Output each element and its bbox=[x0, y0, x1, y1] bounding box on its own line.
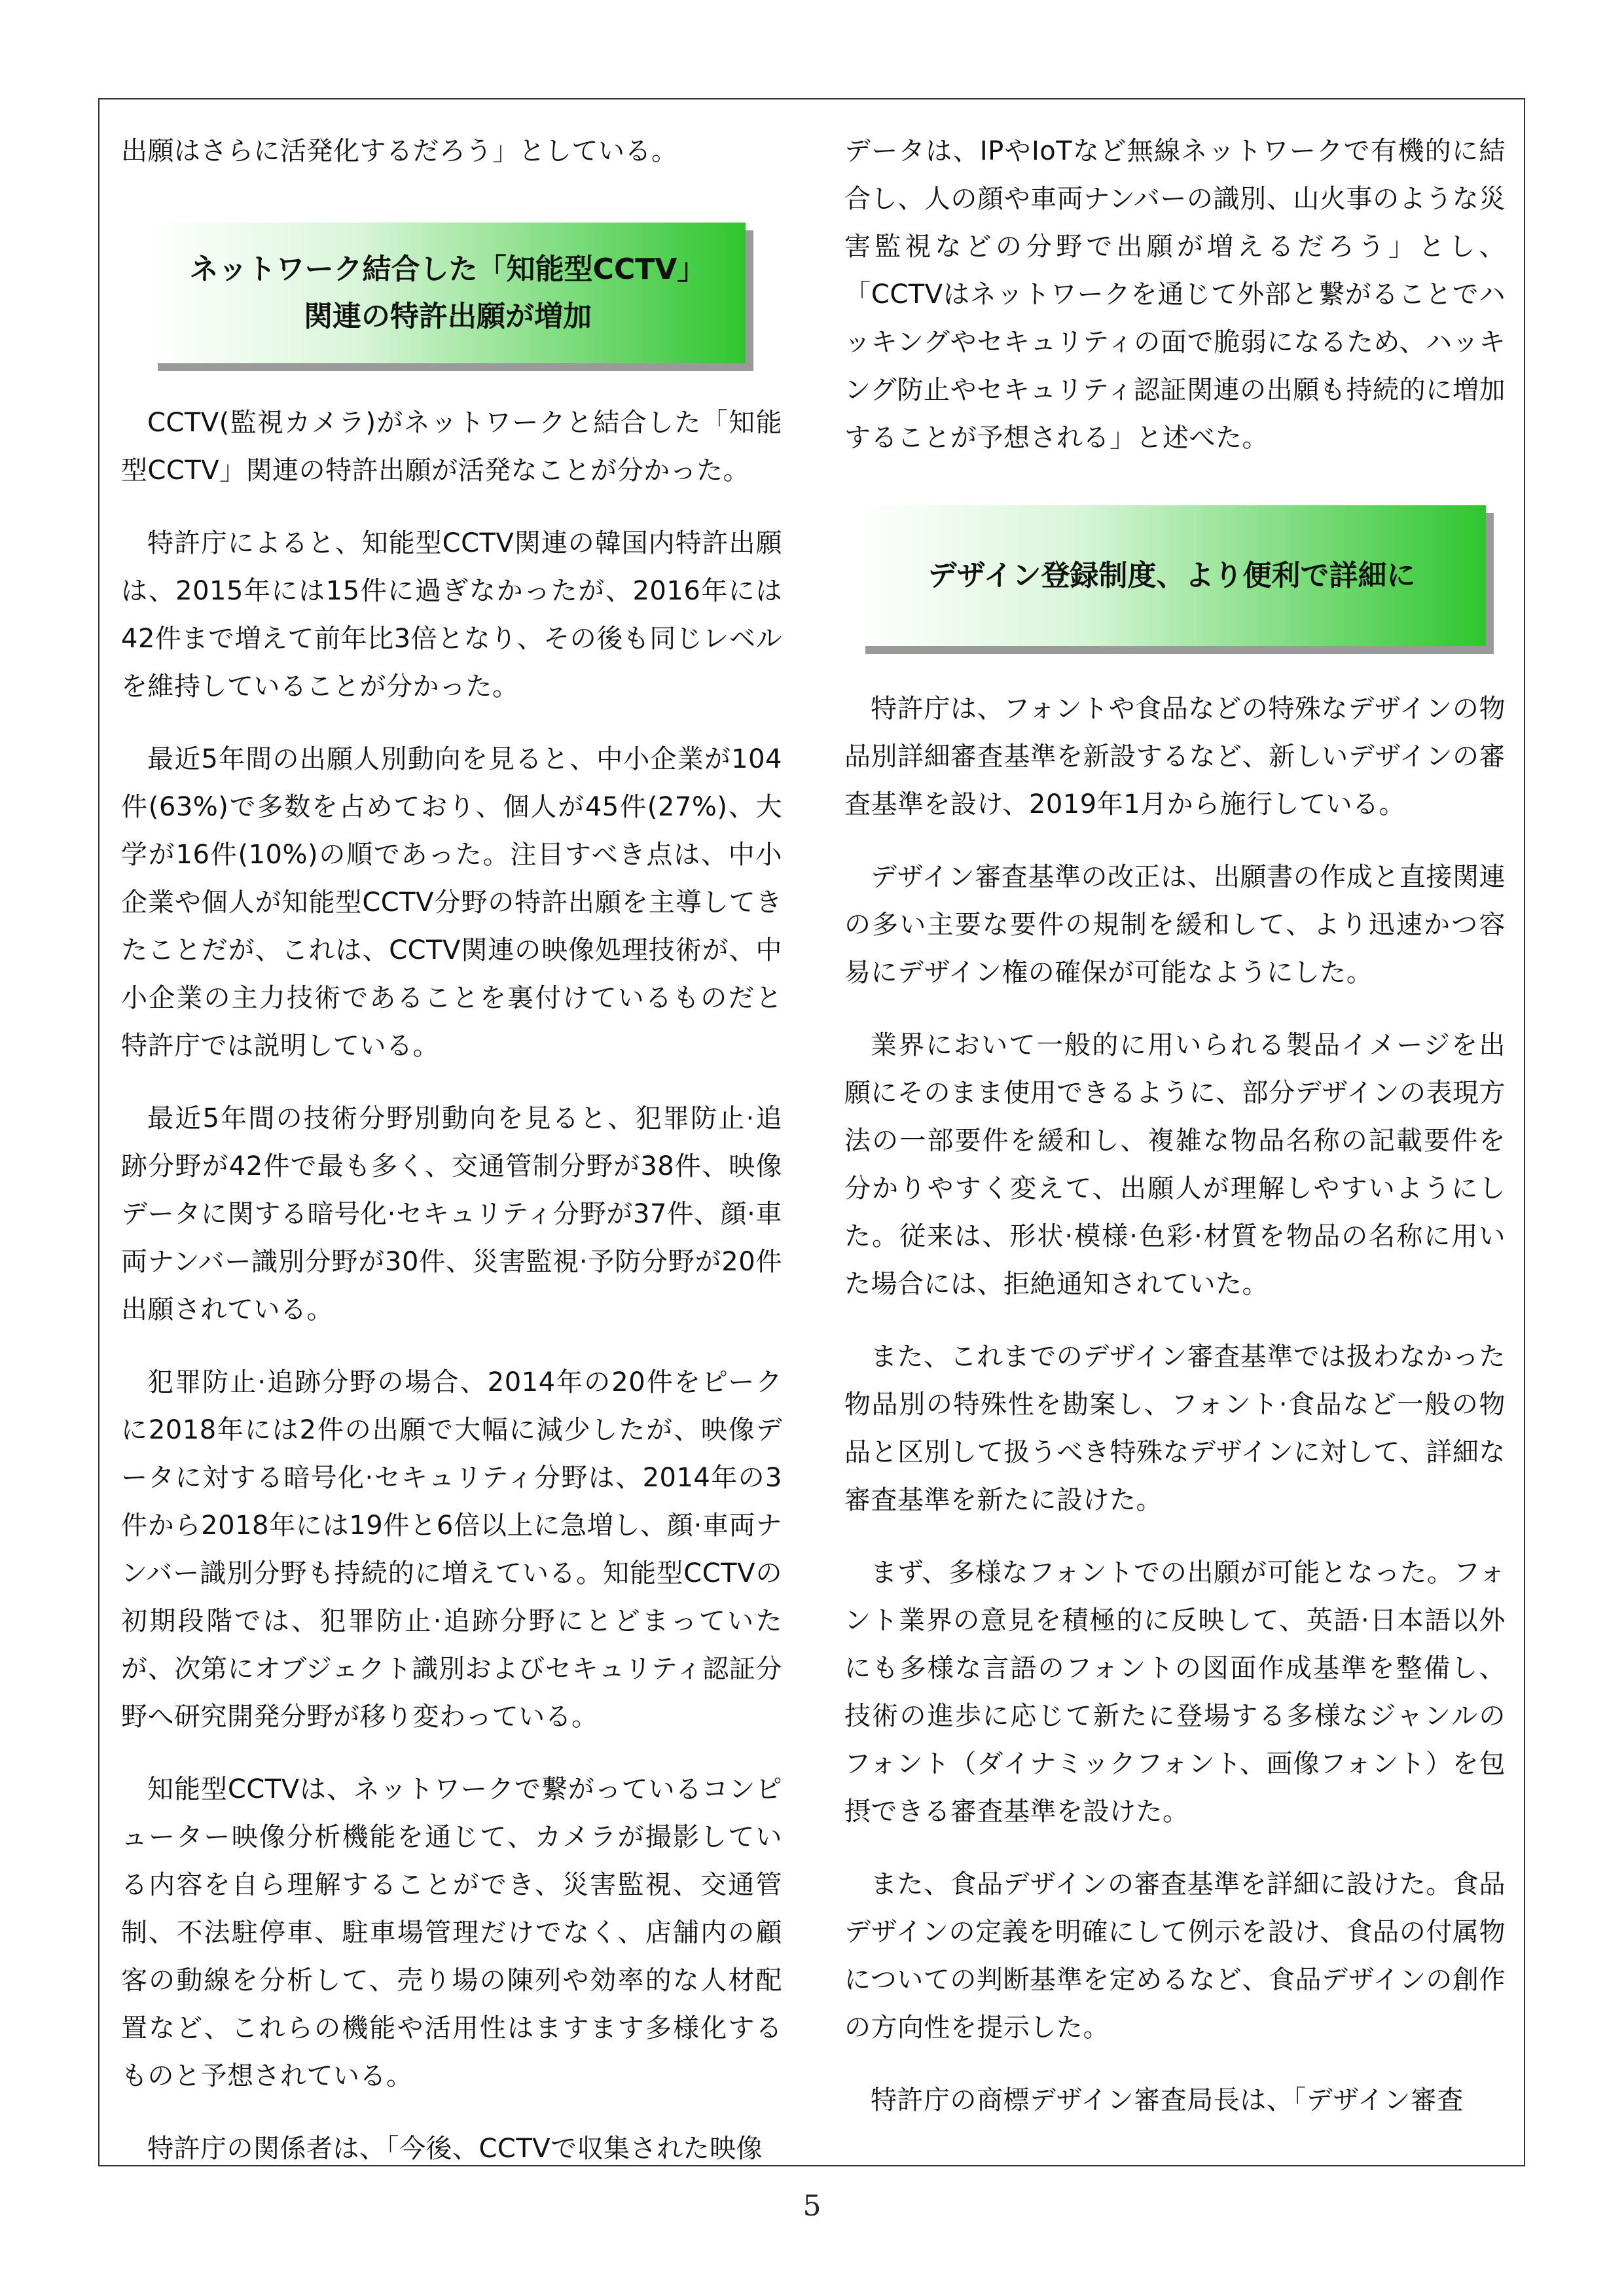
paragraph: 最近5年間の技術分野別動向を見ると、犯罪防止·追跡分野が42件で最も多く、交通管制分野が38件、映像データに関する暗号化·セキュリティ分野が37件、顔·車両ナンバー識別分野が30件、災害監視·予防分野が20件出願されている。 bbox=[121, 1103, 782, 1325]
paragraph: また、食品デザインの審査基準を詳細に設けた。食品デザインの定義を明確にして例示を設け、食品の付属物についての判断基準を定めるなど、食品デザインの創作の方向性を提示した。 bbox=[844, 1869, 1506, 2043]
paragraph: 特許庁によると、知能型CCTV関連の韓国内特許出願は、2015年には15件に過ぎなかったが、2016年には42件まで増えて前年比3倍となり、その後も同じレベルを維持していることが分かった。 bbox=[121, 528, 782, 702]
paragraph: CCTV(監視カメラ)がネットワークと結合した「知能型CCTV」関連の特許出願が活発なことが分かった。 bbox=[121, 408, 782, 486]
right-column bbox=[844, 128, 1506, 2125]
paragraph: 知能型CCTVは、ネットワークで繋がっているコンピューター映像分析機能を通じて、カメラが撮影している内容を自ら理解することができ、災害監視、交通管制、不法駐停車、駐車場管理だけでなく、店舗内の顧客の動線を分析して、売り場の陳列や効率的な人材配置など、これらの機能や活用性はますます多様化するものと予想されている。 bbox=[121, 1774, 782, 2091]
paragraph: まず、多様なフォントでの出願が可能となった。フォント業界の意見を積極的に反映して、英語·日本語以外にも多様な言語のフォントの図面作成基準を整備し、技術の進歩に応じて新たに登場する多様なジャンルのフォント（ダイナミックフォント、画像フォント）を包摂できる審査基準を設けた。 bbox=[844, 1558, 1506, 1827]
paragraph: 特許庁は、フォントや食品などの特殊なデザインの物品別詳細審査基準を新設するなど、新しいデザインの審査基準を設け、2019年1月から施行している。 bbox=[844, 694, 1506, 819]
paragraph: デザイン審査基準の改正は、出願書の作成と直接関連の多い主要な要件の規制を緩和して、より迅速かつ容易にデザイン権の確保が可能なようにした。 bbox=[844, 862, 1506, 988]
paragraph: 最近5年間の出願人別動向を見ると、中小企業が104件(63%)で多数を占めており、個人が45件(27%)、大学が16件(10%)の順であった。注目すべき点は、中小企業や個人が知能型CCTV分野の特許出願を主導してきたことだが、これは、CCTV関連の映像処理技術が、中小企業の主力技術であることを裏付けているものだと特許庁では説明している。 bbox=[121, 744, 782, 1061]
paragraph: 業界において一般的に用いられる製品イメージを出願にそのまま使用できるように、部分デザインの表現方法の一部要件を緩和し、複雑な物品名称の記載要件を分かりやすく変えて、出願人が理解しやすいようにした。従来は、形状·模様·色彩·材質を物品の名称に用いた場合には、拒絶通知されていた。 bbox=[844, 1030, 1506, 1299]
paragraph: 特許庁の商標デザイン審査局長は、「デザイン審査 bbox=[871, 2085, 1464, 2115]
heading-line: ネットワーク結合した「知能型CCTV」 bbox=[189, 252, 706, 286]
section-heading-design bbox=[857, 505, 1486, 646]
paragraph: 出願はさらに活発化するだろう」としている。 bbox=[121, 136, 678, 166]
heading-line: 関連の特許出願が増加 bbox=[304, 299, 592, 333]
heading-line: デザイン登録制度、より便利で詳細に bbox=[928, 558, 1416, 592]
left-column bbox=[121, 128, 782, 2173]
paragraph: データは、IPやIoTなど無線ネットワークで有機的に結合し、人の顔や車両ナンバーの識別、山火事のような災害監視などの分野で出願が増えるだろう」とし、「CCTVはネットワークを通じて外部と繋がることでハッキングやセキュリティの面で脆弱になるため、ハッキング防止やセキュリティ認証関連の出願も持続的に増加することが予想される」と述べた。 bbox=[844, 136, 1506, 453]
page-number: 5 bbox=[803, 2189, 821, 2223]
paragraph: 特許庁の関係者は、「今後、CCTVで収集された映像 bbox=[147, 2134, 763, 2164]
paragraph: また、これまでのデザイン審査基準では扱わなかった物品別の特殊性を勘案し、フォント·食品など一般の物品と区別して扱うべき特殊なデザインに対して、詳細な審査基準を新たに設けた。 bbox=[844, 1342, 1506, 1515]
paragraph: 犯罪防止·追跡分野の場合、2014年の20件をピークに2018年には2件の出願で大幅に減少したが、映像データに対する暗号化·セキュリティ分野は、2014年の3件から2018年には19件と6倍以上に急増し、顔·車両ナンバー識別分野も持続的に増えている。知能型CCTVの初期段階では、犯罪防止·追跡分野にとどまっていたが、次第にオブジェクト識別およびセキュリティ認証分野へ研究開発分野が移り変わっている。 bbox=[121, 1367, 782, 1732]
section-heading-cctv bbox=[150, 223, 746, 363]
